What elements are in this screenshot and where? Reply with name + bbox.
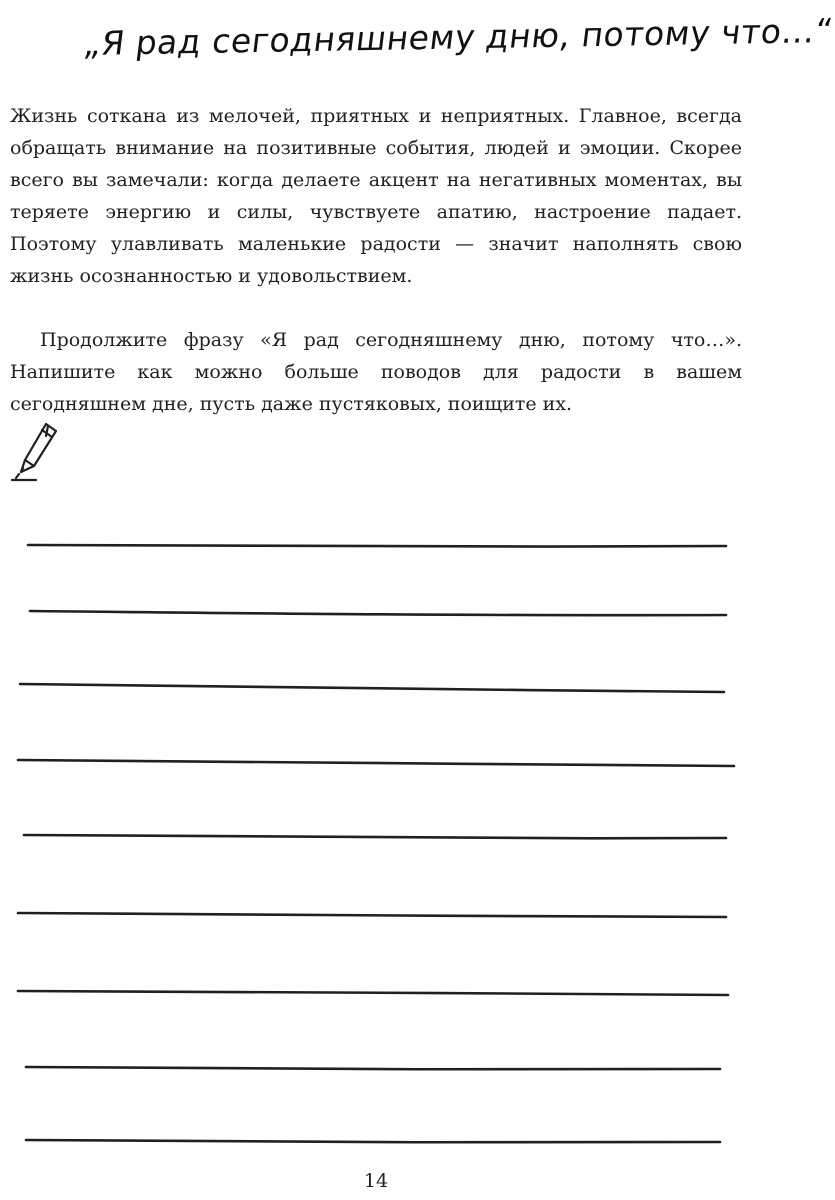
writing-line[interactable] — [30, 611, 726, 615]
writing-line[interactable] — [20, 684, 724, 692]
pen-icon — [10, 420, 64, 484]
page-heading — [70, 10, 835, 80]
writing-line[interactable] — [18, 913, 726, 917]
writing-lines[interactable] — [0, 500, 752, 1160]
writing-line[interactable] — [26, 1140, 720, 1142]
page-heading-text: „Я рад сегодняшнему дню, потому что…“ — [81, 10, 835, 64]
writing-line[interactable] — [18, 760, 734, 766]
intro-paragraph: Жизнь соткана из мелочей, приятных и неприятных. Главное, всегда обращать внимание на позитивные события, людей и эмоции. Скорее всего вы замечали: когда делаете акцент на негативных моментах, вы теряете энергию и силы, чувствуете апатию, настроение падает. Поэтому улавливать маленькие радости — значит наполнять свою жизнь осознанностью и удовольствием. — [10, 105, 742, 287]
page-number: 14 — [363, 1170, 389, 1192]
writing-line[interactable] — [28, 545, 726, 547]
writing-line[interactable] — [18, 991, 728, 995]
writing-line[interactable] — [26, 1067, 720, 1069]
writing-line[interactable] — [24, 835, 726, 838]
exercise-instructions: Продолжите фразу «Я рад сегодняшнему дню, потому что…». Напишите как можно больше поводов для радости в вашем сегодняшнем дне, пусть даже пустяковых, поищите их. — [10, 329, 742, 415]
